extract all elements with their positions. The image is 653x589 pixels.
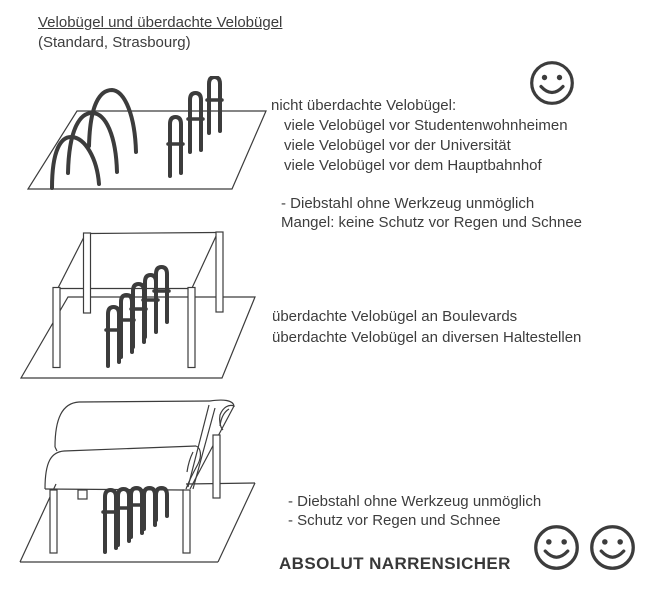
page-subtitle: (Standard, Strasbourg) (38, 34, 191, 51)
roofed-bike-shelter-sketch (15, 395, 290, 580)
final-note: - Schutz vor Regen und Schnee (288, 512, 501, 529)
uncovered-section-text (271, 96, 568, 176)
uncovered-notes (281, 194, 582, 232)
covered-line: überdachte Velobügel an diversen Haltestellen (272, 329, 582, 346)
final-notes (288, 492, 541, 530)
final-note: - Diebstahl ohne Werkzeug unmöglich (288, 493, 542, 510)
uncovered-item: viele Velobügel vor Studentenwohnheimen (284, 117, 568, 134)
canopy-frame-bike-racks-sketch (15, 228, 270, 382)
smiley-icon (589, 524, 636, 571)
uncovered-note: - Diebstahl ohne Werkzeug unmöglich (281, 195, 535, 212)
uncovered-item: viele Velobügel vor dem Hauptbahnhof (284, 157, 542, 174)
uncovered-item: viele Velobügel vor der Universität (284, 137, 511, 154)
covered-line: überdachte Velobügel an Boulevards (272, 308, 518, 325)
smiley-icon (533, 524, 580, 571)
conclusion-text: ABSOLUT NARRENSICHER (279, 554, 511, 573)
uncovered-heading: nicht überdachte Velobügel: (271, 97, 457, 114)
uncovered-bike-racks-sketch (20, 76, 270, 192)
uncovered-note: Mangel: keine Schutz vor Regen und Schnee (281, 214, 583, 231)
page-title: Velobügel und überdachte Velobügel (38, 14, 283, 31)
covered-section-text (272, 306, 581, 348)
